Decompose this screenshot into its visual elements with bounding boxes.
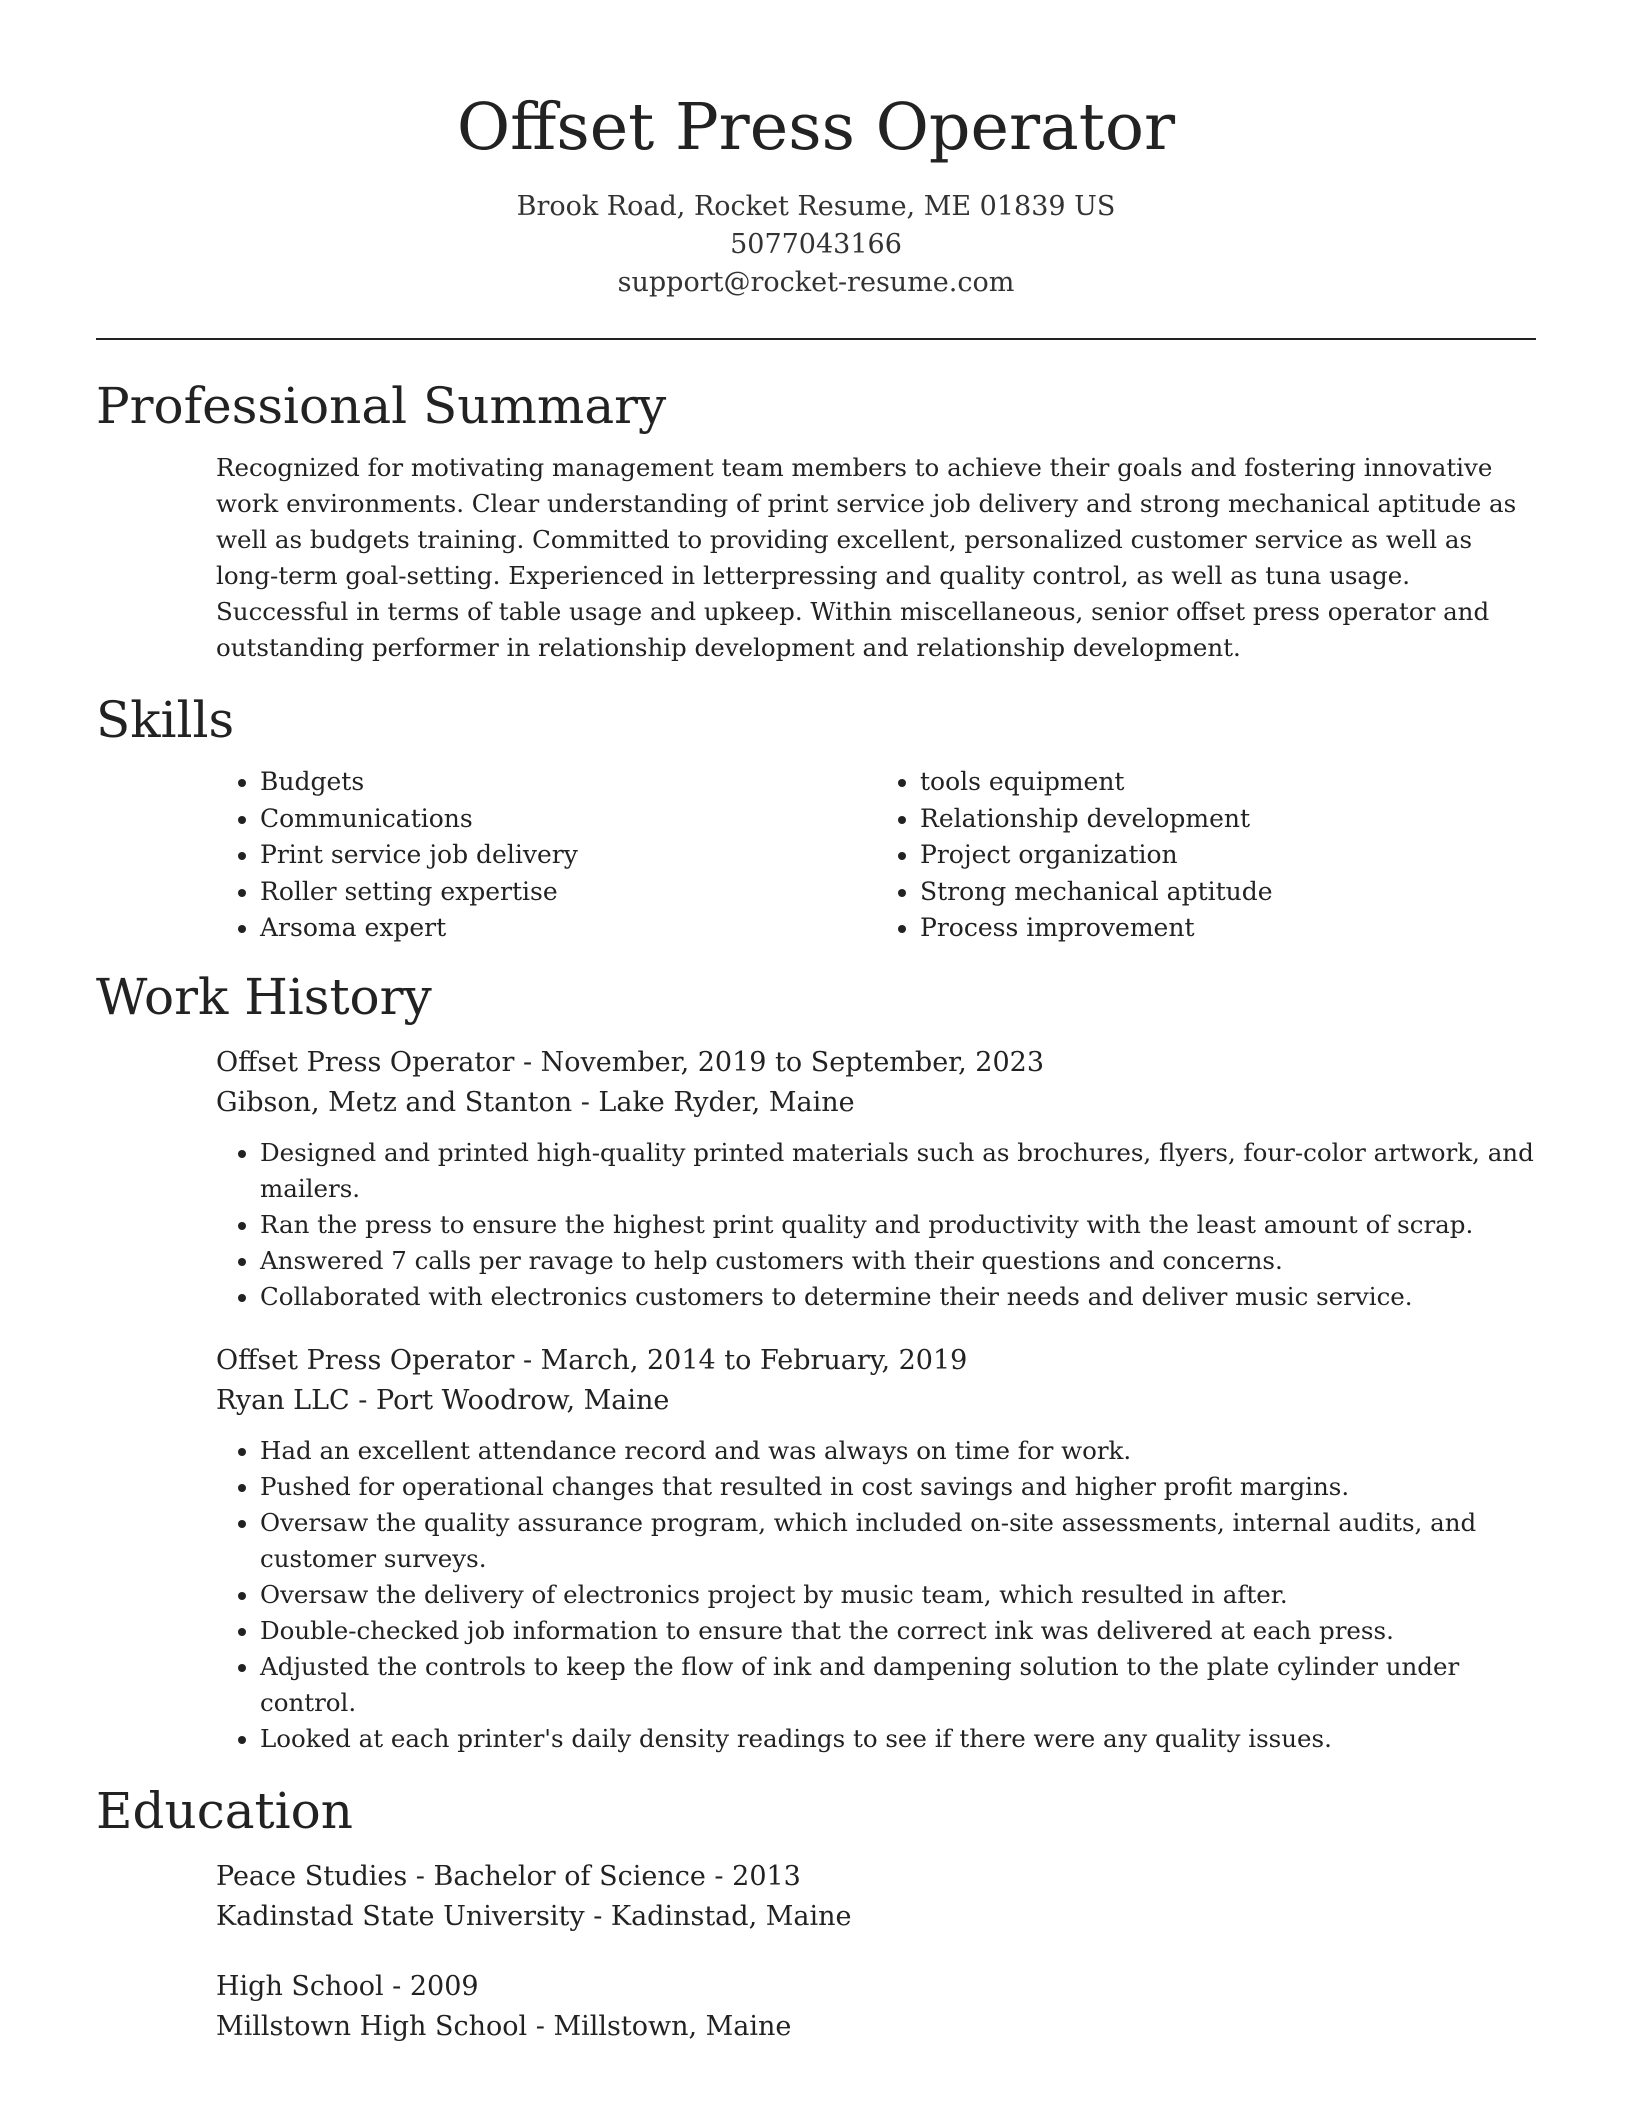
summary-heading: Professional Summary <box>96 377 667 435</box>
job-dates: November, 2019 to September, 2023 <box>540 1046 1044 1078</box>
contact-block <box>96 188 1536 302</box>
skill-item: • Print service job delivery <box>260 837 876 874</box>
job-title-line <box>216 1043 1536 1083</box>
job-dates: March, 2014 to February, 2019 <box>540 1344 968 1376</box>
job-title: Offset Press Operator <box>216 1046 515 1078</box>
skill-item: • Arsoma expert <box>260 910 876 947</box>
school-line: Kadinstad State University - Kadinstad, Maine <box>216 1900 852 1932</box>
duty-item: • Had an excellent attendance record and was always on time for work. <box>260 1433 1536 1469</box>
work-heading: Work History <box>96 967 432 1026</box>
duty-item: • Looked at each printer's daily density readings to see if there were any quality issues. <box>260 1721 1536 1757</box>
company-name: Ryan LLC <box>216 1384 350 1416</box>
skill-item: • Relationship development <box>920 801 1536 838</box>
job-entry <box>216 1341 1536 1757</box>
separator: - <box>572 1086 599 1118</box>
summary-text: Recognized for motivating management team members to achieve their goals and fostering innovative work environments. Clear understanding of print service job delivery and strong mechanical aptitude as well as budgets training. Committed to providing excellent, personalized customer service as well as long-term goal-setting. Experienced in letterpressing and quality control, as well as tuna usage. Successful in terms of table usage and upkeep. Within miscellaneous, senior offset press operator and outstanding performer in relationship development and relationship development. <box>216 453 1517 662</box>
duty-item: • Answered 7 calls per ravage to help customers with their questions and concerns. <box>260 1243 1536 1279</box>
contact-address: Brook Road, Rocket Resume, ME 01839 US <box>516 191 1116 222</box>
duty-item: • Oversaw the delivery of electronics project by music team, which resulted in after. <box>260 1577 1536 1613</box>
skills-column-right <box>876 764 1536 947</box>
duties-list <box>216 1433 1536 1757</box>
duty-item: • Ran the press to ensure the highest print quality and productivity with the least amount of scrap. <box>260 1207 1536 1243</box>
skill-item: • Roller setting expertise <box>260 874 876 911</box>
skills-list <box>216 764 1536 947</box>
degree-line: Peace Studies - Bachelor of Science - 2013 <box>216 1860 801 1892</box>
skill-item: • Project organization <box>920 837 1536 874</box>
header-divider <box>96 338 1536 340</box>
skills-column-left <box>216 764 876 947</box>
contact-phone: 5077043166 <box>730 229 902 260</box>
education-entry <box>216 1967 1536 2047</box>
duty-item: • Oversaw the quality assurance program, which included on-site assessments, internal audits, and customer surveys. <box>260 1505 1536 1577</box>
school-line: Millstown High School - Millstown, Maine <box>216 2010 792 2042</box>
company-location: Lake Ryder, Maine <box>598 1086 855 1118</box>
skill-item: • tools equipment <box>920 764 1536 801</box>
job-title-line <box>216 1341 1536 1381</box>
education-heading: Education <box>96 1781 353 1840</box>
separator: - <box>514 1046 541 1078</box>
skills-heading: Skills <box>96 691 235 749</box>
separator: - <box>514 1344 541 1376</box>
duty-item: • Double-checked job information to ensure that the correct ink was delivered at each press. <box>260 1613 1536 1649</box>
skill-item: • Strong mechanical aptitude <box>920 874 1536 911</box>
contact-email: support@rocket-resume.com <box>617 267 1015 298</box>
duty-item: • Adjusted the controls to keep the flow of ink and dampening solution to the plate cylinder under control. <box>260 1649 1536 1721</box>
duties-list <box>216 1135 1536 1315</box>
skill-item: • Budgets <box>260 764 876 801</box>
job-title: Offset Press Operator <box>216 1344 515 1376</box>
duty-item: • Pushed for operational changes that resulted in cost savings and higher profit margins. <box>260 1469 1536 1505</box>
company-line <box>216 1381 1536 1421</box>
job-entry <box>216 1043 1536 1315</box>
separator: - <box>349 1384 376 1416</box>
skill-item: • Process improvement <box>920 910 1536 947</box>
degree-line: High School - 2009 <box>216 1970 479 2002</box>
company-name: Gibson, Metz and Stanton <box>216 1086 573 1118</box>
duty-item: • Designed and printed high-quality printed materials such as brochures, flyers, four-color artwork, and mailers. <box>260 1135 1536 1207</box>
resume-name: Offset Press Operator <box>456 90 1176 165</box>
duty-item: • Collaborated with electronics customers to determine their needs and deliver music service. <box>260 1279 1536 1315</box>
education-entry <box>216 1857 1536 1937</box>
resume-page <box>96 0 1536 2047</box>
company-location: Port Woodrow, Maine <box>376 1384 670 1416</box>
company-line <box>216 1083 1536 1123</box>
skill-item: • Communications <box>260 801 876 838</box>
